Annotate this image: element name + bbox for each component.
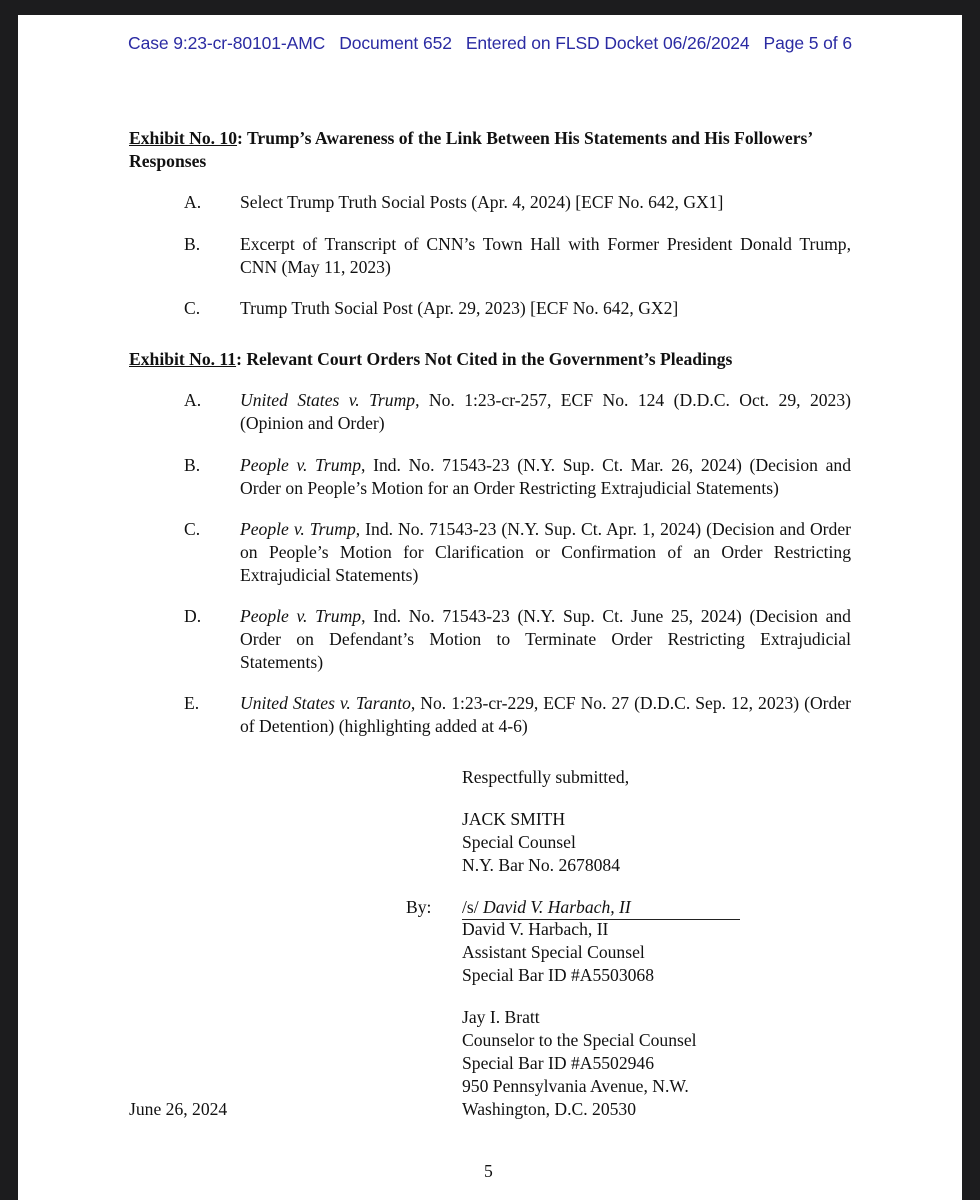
citation-text: , Ind. No. 71543-23 (N.Y. Sup. Ct. Mar. 26, 2024) (Decision and Order on People’s Motion for an Order Restricting Extrajudicial Statements): [240, 455, 851, 498]
case-name: People v. Trump: [240, 455, 362, 475]
case-name: People v. Trump: [240, 519, 356, 539]
item-text: Excerpt of Transcript of CNN’s Town Hall with Former President Donald Trump, CNN (May 11, 2023): [240, 234, 851, 277]
item-letter: B.: [184, 455, 201, 475]
document-number: Document 652: [339, 33, 452, 53]
co-counsel-name: Jay I. Bratt: [462, 1007, 540, 1027]
exhibit-11-label: Exhibit No. 11: [129, 349, 237, 369]
page-indicator: Page 5 of 6: [763, 33, 852, 53]
citation-text: , No. 1:23-cr-229, ECF No. 27 (D.D.C. Sep. 12, 2023) (Order of Detention) (highlighting added at 4-6): [240, 693, 851, 736]
case-name: United States v. Taranto: [240, 693, 411, 713]
signature-name: David V. Harbach, II: [478, 897, 631, 917]
page-number: 5: [484, 1161, 493, 1181]
citation-text: , Ind. No. 71543-23 (N.Y. Sup. Ct. Apr. 1, 2024) (Decision and Order on People’s Motion for Clarification or Confirmation of an Order Restricting Extrajudicial Statements): [240, 519, 851, 585]
citation-text: , No. 1:23-cr-257, ECF No. 124 (D.D.C. Oct. 29, 2023) (Opinion and Order): [240, 390, 851, 433]
item-text: [240, 692, 851, 738]
item-letter: D.: [184, 606, 202, 626]
case-name: People v. Trump: [240, 606, 362, 626]
exhibit-11-heading: [129, 348, 859, 371]
exhibit-11-title: : Relevant Court Orders Not Cited in the Government’s Pleadings: [236, 349, 733, 369]
case-name: United States v. Trump: [240, 390, 416, 410]
item-letter: B.: [184, 234, 201, 254]
by-label: By:: [406, 897, 432, 917]
item-text: [240, 454, 851, 500]
closing: Respectfully submitted,: [462, 767, 630, 787]
address-line-2: Washington, D.C. 20530: [462, 1099, 637, 1119]
entered-date: Entered on FLSD Docket 06/26/2024: [465, 33, 750, 53]
signer-title: Assistant Special Counsel: [462, 942, 645, 962]
electronic-signature: [462, 897, 740, 920]
citation-text: , Ind. No. 71543-23 (N.Y. Sup. Ct. June 25, 2024) (Decision and Order on Defendant’s Motion to Terminate Order Restricting Extrajudicial Statements): [240, 606, 851, 672]
signatory-name: JACK SMITH: [462, 809, 566, 829]
item-letter: A.: [184, 192, 202, 212]
item-text: Select Trump Truth Social Posts (Apr. 4, 2024) [ECF No. 642, GX1]: [240, 192, 724, 212]
item-letter: A.: [184, 390, 202, 410]
item-text: [240, 518, 851, 587]
item-text: [240, 389, 851, 435]
item-letter: C.: [184, 298, 201, 318]
item-text: Trump Truth Social Post (Apr. 29, 2023) [ECF No. 642, GX2]: [240, 298, 679, 318]
signatory-bar: N.Y. Bar No. 2678084: [462, 855, 621, 875]
docket-header: [0, 33, 980, 54]
case-number: Case 9:23-cr-80101-AMC: [128, 33, 326, 53]
item-letter: C.: [184, 519, 201, 539]
item-text: [240, 605, 851, 674]
signatory-title: Special Counsel: [462, 832, 576, 852]
co-counsel-title: Counselor to the Special Counsel: [462, 1030, 697, 1050]
exhibit-10-heading: [129, 127, 859, 173]
signature-prefix: /s/: [462, 897, 479, 917]
exhibit-10-label: Exhibit No. 10: [129, 128, 238, 148]
signer-name: David V. Harbach, II: [462, 919, 609, 939]
signer-bar: Special Bar ID #A5503068: [462, 965, 655, 985]
exhibit-10-title: : Trump’s Awareness of the Link Between His Statements and His Followers’ Responses: [129, 128, 812, 171]
co-counsel-bar: Special Bar ID #A5502946: [462, 1053, 655, 1073]
item-letter: E.: [184, 693, 200, 713]
address-line-1: 950 Pennsylvania Avenue, N.W.: [462, 1076, 689, 1096]
filing-date: June 26, 2024: [129, 1099, 228, 1119]
